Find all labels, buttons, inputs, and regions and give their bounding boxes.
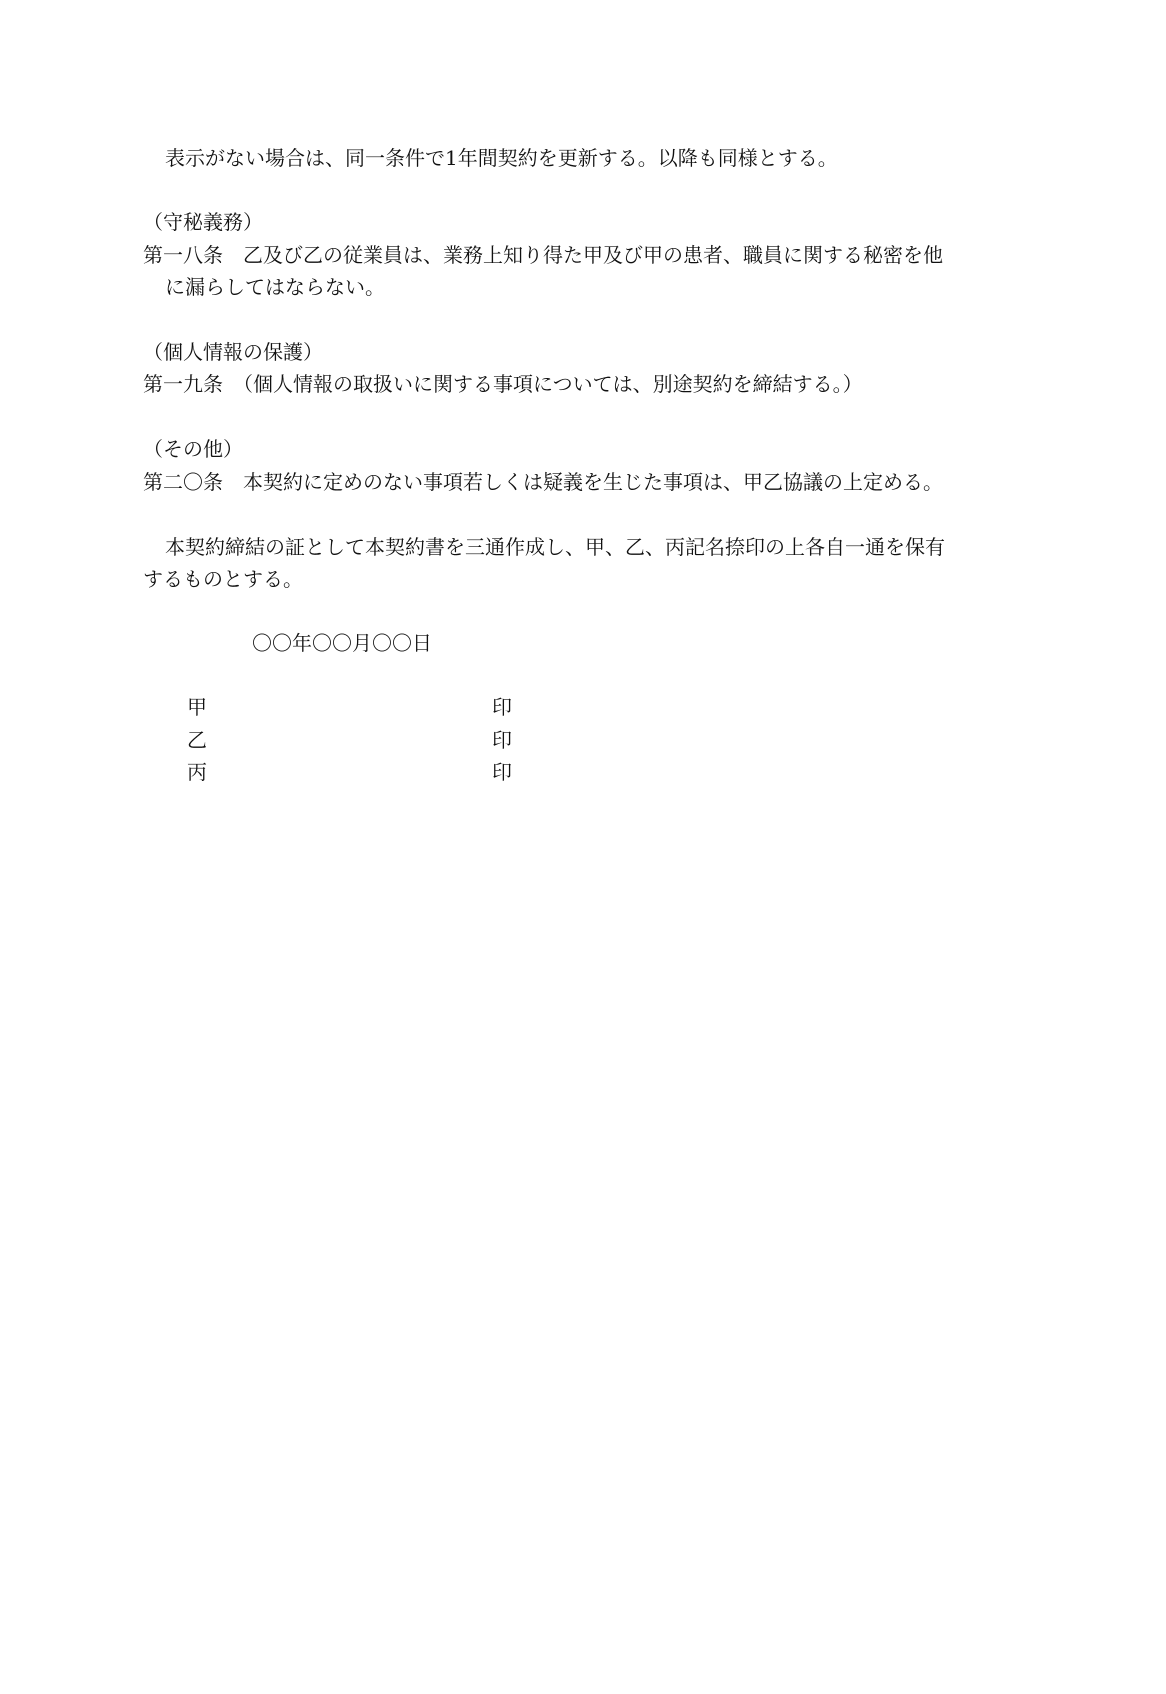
article-19-text: 第一九条 （個人情報の取扱いに関する事項については、別途契約を締結する。）: [143, 372, 863, 396]
party-b-name: 乙: [187, 728, 207, 752]
closing-text-continued: するものとする。: [143, 567, 303, 591]
article-20-heading: （その他）: [143, 437, 243, 461]
continuation-text: 表示がない場合は、同一条件で1年間契約を更新する。以降も同様とする。: [165, 146, 838, 170]
article-18-text-continued: に漏らしてはならない。: [165, 275, 385, 299]
party-a-name: 甲: [187, 695, 207, 719]
party-c-name: 丙: [187, 760, 207, 784]
article-18-heading: （守秘義務）: [143, 210, 263, 234]
article-18-text: 第一八条 乙及び乙の従業員は、業務上知り得た甲及び甲の患者、職員に関する秘密を他: [143, 243, 943, 267]
closing-text: 本契約締結の証として本契約書を三通作成し、甲、乙、丙記名捺印の上各自一通を保有: [165, 535, 945, 559]
article-20-text: 第二〇条 本契約に定めのない事項若しくは疑義を生じた事項は、甲乙協議の上定める。: [143, 470, 943, 494]
contract-date: 〇〇年〇〇月〇〇日: [252, 631, 432, 655]
party-a-seal: 印: [492, 695, 512, 719]
party-b-seal: 印: [492, 728, 512, 752]
party-c-seal: 印: [492, 760, 512, 784]
article-19-heading: （個人情報の保護）: [143, 340, 323, 364]
